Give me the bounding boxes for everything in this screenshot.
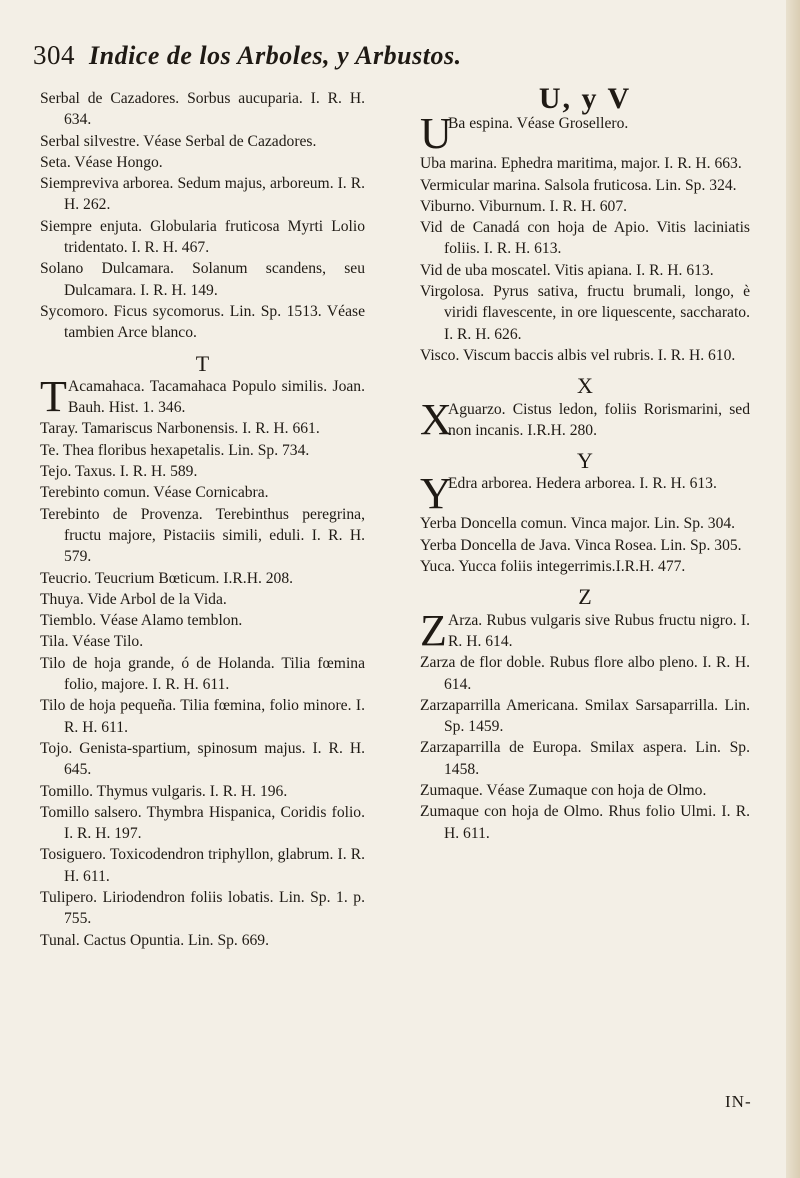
index-entry: Tojo. Genista-spartium, spinosum majus. I. R. H. 645. (40, 739, 365, 779)
index-entry: Viburno. Viburnum. I. R. H. 607. (420, 197, 628, 215)
index-entry: Yerba Doncella comun. Vinca major. Lin. Sp. 304. (420, 515, 736, 533)
section-letter: Y (577, 448, 593, 474)
left-column (40, 88, 365, 951)
index-entry: Tomillo. Thymus vulgaris. I. R. H. 196. (40, 782, 288, 800)
index-entry: Siempreviva arborea. Sedum majus, arboreum. I. R. H. 262. (40, 175, 365, 214)
page-edge (786, 0, 800, 1178)
drop-cap-letter: T (40, 371, 67, 421)
index-entry: Yerba Doncella de Java. Vinca Rosea. Lin. Sp. 305. (420, 536, 742, 554)
index-entry: Serbal de Cazadores. Sorbus aucuparia. I. R. H. 634. (40, 90, 365, 129)
running-title: Indice de los Arboles, y Arbustos. (89, 41, 462, 70)
index-entry: Solano Dulcamara. Solanum scandens, seu Dulcamara. I. R. H. 149. (40, 260, 365, 299)
index-entry: Siempre enjuta. Globularia fruticosa Myrti Lolio tridentato. I. R. H. 467. (40, 217, 365, 257)
entry-text: Ba espina. Véase Grosellero. (448, 115, 629, 133)
index-entry: Zumaque con hoja de Olmo. Rhus folio Ulmi. I. R. H. 611. (420, 803, 750, 842)
entry-text: Arza. Rubus vulgaris sive Rubus fructu nigro. I. R. H. 614. (448, 611, 750, 650)
index-entry: Thuya. Vide Arbol de la Vida. (40, 590, 227, 608)
index-entry: Vid de uba moscatel. Vitis apiana. I. R. H. 613. (420, 261, 714, 279)
drop-cap-entry (420, 394, 750, 444)
entry-text: Aguarzo. Cistus ledon, foliis Rorismarini, sed non incanis. I.R.H. 280. (448, 400, 750, 439)
drop-cap-entry (420, 469, 750, 519)
index-entry: Tulipero. Liriodendron foliis lobatis. Lin. Sp. 1. p. 755. (40, 888, 365, 928)
index-entry: Vid de Canadá con hoja de Apio. Vitis laciniatis foliis. I. R. H. 613. (420, 219, 750, 258)
entry-text: Acamahaca. Tacamahaca Populo similis. Joan. Bauh. Hist. 1. 346. (68, 377, 365, 417)
index-entry: Tiemblo. Véase Alamo temblon. (40, 612, 243, 630)
index-entry: Zarzaparrilla de Europa. Smilax aspera. Lin. Sp. 1458. (420, 739, 750, 778)
right-column (420, 82, 750, 844)
index-entry: Seta. Véase Hongo. (40, 153, 163, 171)
section-letter: T (195, 350, 210, 376)
index-entry: Uba marina. Ephedra maritima, major. I. R. H. 663. (420, 155, 742, 173)
index-entry: Zumaque. Véase Zumaque con hoja de Olmo. (420, 782, 707, 800)
index-entry: Serbal silvestre. Véase Serbal de Cazadores. (40, 132, 317, 150)
drop-cap-letter: U (420, 109, 452, 159)
index-entry: Tilo de hoja pequeña. Tilia fœmina, folio minore. I. R. H. 611. (40, 697, 365, 736)
index-entry: Te. Thea floribus hexapetalis. Lin. Sp. 734. (40, 441, 310, 459)
index-entry: Teucrio. Teucrium Bœticum. I.R.H. 208. (40, 569, 294, 587)
index-entry: Zarzaparrilla Americana. Smilax Sarsaparrilla. Lin. Sp. 1459. (420, 696, 750, 736)
index-entry: Tejo. Taxus. I. R. H. 589. (40, 463, 198, 481)
catchword: IN- (725, 1092, 752, 1111)
index-entry: Tomillo salsero. Thymbra Hispanica, Coridis folio. I. R. H. 197. (40, 803, 365, 843)
index-entry: Yuca. Yucca foliis integerrimis.I.R.H. 477. (420, 558, 686, 576)
drop-cap-letter: X (420, 394, 452, 444)
index-entry: Virgolosa. Pyrus sativa, fructu brumali, longo, è viridi flavescente, in ore liquescente, saccharato. I. R. H. 626. (420, 283, 750, 343)
entry-text: Edra arborea. Hedera arborea. I. R. H. 613. (448, 475, 717, 493)
drop-cap-letter: Y (420, 469, 452, 519)
index-entry: Taray. Tamariscus Narbonensis. I. R. H. 661. (40, 420, 320, 438)
index-entry: Tosiguero. Toxicodendron triphyllon, glabrum. I. R. H. 611. (40, 846, 365, 885)
index-entry: Sycomoro. Ficus sycomorus. Lin. Sp. 1513. Véase tambien Arce blanco. (40, 302, 365, 342)
drop-cap-entry (40, 371, 365, 421)
page-header (33, 40, 733, 84)
section-letter: Z (578, 584, 592, 610)
index-entry: Tila. Véase Tilo. (40, 633, 144, 651)
index-entry: Terebinto comun. Véase Cornicabra. (40, 484, 269, 502)
drop-cap-entry (420, 109, 750, 159)
drop-cap-entry (420, 605, 750, 655)
section-letter: X (577, 373, 593, 399)
index-entry: Tunal. Cactus Opuntia. Lin. Sp. 669. (40, 931, 270, 949)
index-entry: Tilo de hoja grande, ó de Holanda. Tilia fœmina folio, majore. I. R. H. 611. (40, 654, 365, 694)
index-entry: Terebinto de Provenza. Terebinthus peregrina, fructu majore, Pistaciis simili, eduli. I. R. H. 579. (40, 505, 365, 566)
index-entry: Vermicular marina. Salsola fruticosa. Lin. Sp. 324. (420, 176, 737, 194)
index-entry: Visco. Viscum baccis albis vel rubris. I. R. H. 610. (420, 346, 736, 364)
drop-cap-letter: Z (420, 605, 447, 655)
page-number: 304 (33, 40, 75, 70)
index-entry: Zarza de flor doble. Rubus flore albo pleno. I. R. H. 614. (420, 654, 750, 693)
section-letter: U, y V (538, 82, 632, 115)
